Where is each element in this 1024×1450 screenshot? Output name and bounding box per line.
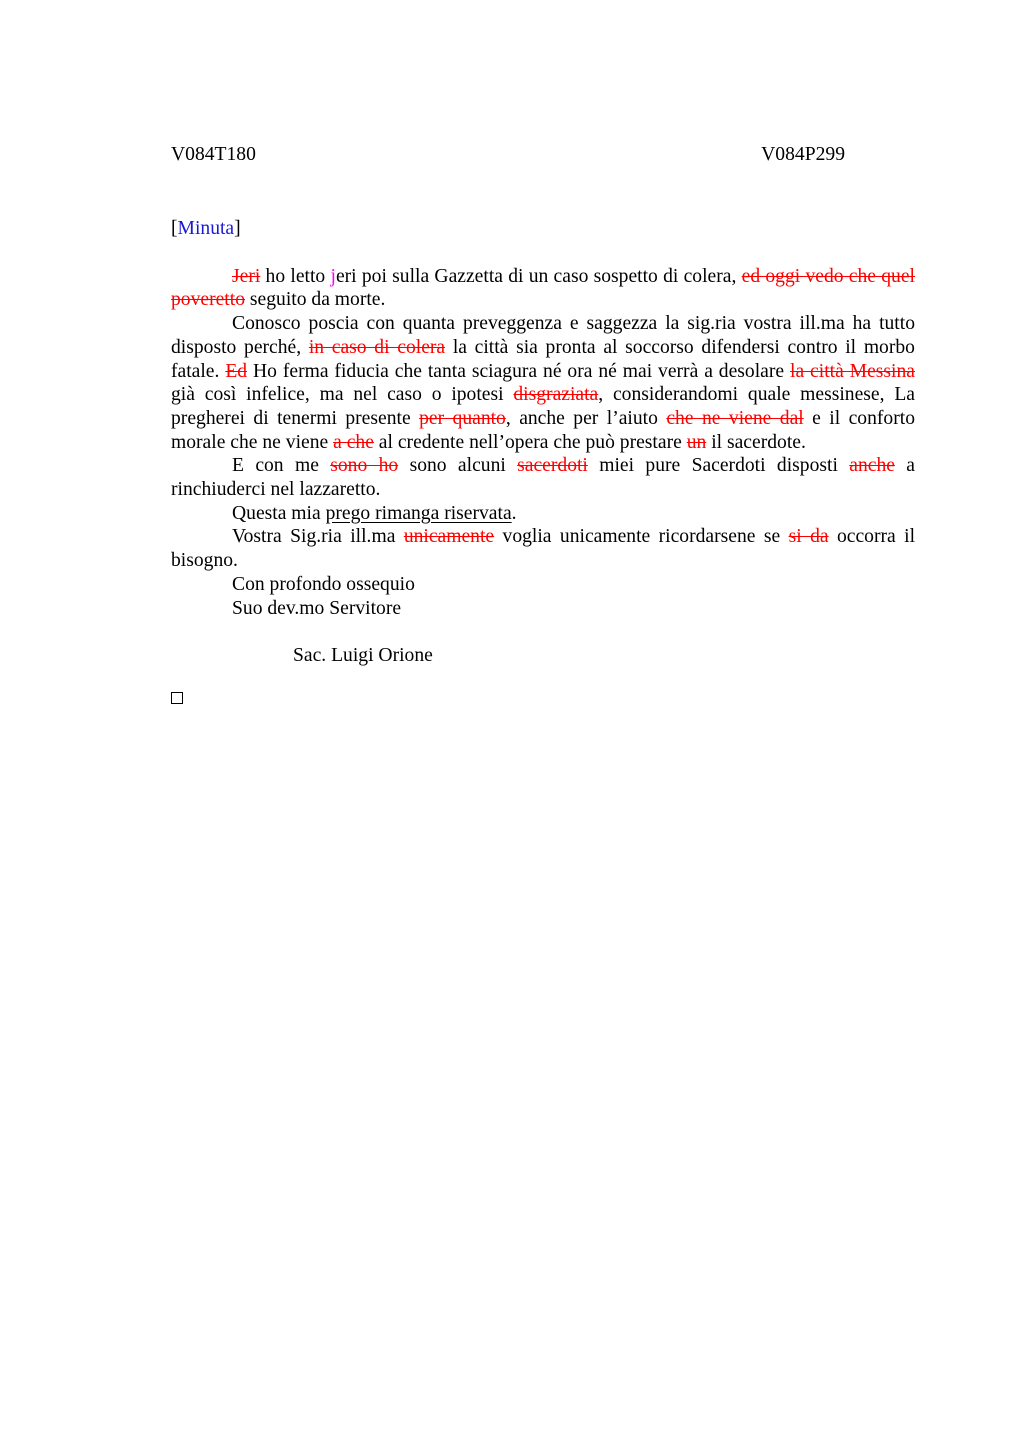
paragraph-text: al credente nell’opera che può prestare bbox=[373, 431, 687, 453]
paragraph-text: sono alcuni bbox=[398, 455, 518, 477]
deleted-text: per quanto bbox=[419, 407, 506, 429]
paragraph-text: Conosco poscia con quanta preveggenza e saggezza la sig.ria vostra ill.ma ha tutto disposto perché, bbox=[171, 313, 915, 358]
paragraph-text: Questa mia bbox=[232, 502, 326, 524]
paragraph-text: occorra il bisogno. bbox=[171, 526, 916, 572]
paragraph-text: la città sia pronta al soccorso difendersi contro il morbo fatale. bbox=[171, 336, 915, 382]
paragraph-text: Vostra Sig.ria ill.ma bbox=[232, 526, 404, 548]
deleted-text: in caso di colera bbox=[308, 336, 446, 358]
deleted-text: unicamente bbox=[403, 526, 495, 548]
inserted-text: j bbox=[330, 265, 336, 287]
paragraph-1 bbox=[171, 265, 915, 312]
document-page bbox=[171, 143, 915, 704]
paragraph-text: , considerandomi quale messinese, La pregherei di tenermi presente bbox=[171, 384, 915, 429]
deleted-text: sono ho bbox=[330, 455, 399, 477]
paragraph-text: seguito da morte. bbox=[245, 289, 386, 311]
closing-servant-line: Suo dev.mo Servitore bbox=[232, 597, 402, 619]
header-right-code: V084P299 bbox=[761, 144, 845, 165]
paragraph-text: Ho ferma fiducia che tanta sciagura né ora né mai verrà a desolare bbox=[247, 360, 790, 382]
paragraph-text: , anche per l’aiuto bbox=[505, 407, 667, 429]
paragraph-text: il sacerdote. bbox=[706, 431, 806, 453]
paragraph-text: miei pure Sacerdoti disposti bbox=[587, 455, 850, 477]
deleted-text: a che bbox=[333, 431, 374, 453]
label-minuta: Minuta bbox=[177, 218, 235, 239]
letter-body bbox=[171, 265, 915, 704]
empty-square-icon bbox=[171, 692, 183, 704]
deleted-text: anche bbox=[849, 455, 895, 477]
paragraph-3 bbox=[171, 454, 915, 501]
deleted-text: Jeri bbox=[232, 265, 261, 287]
paragraph-text: a rinchiuderci nel lazzaretto. bbox=[171, 455, 915, 501]
deleted-text: si da bbox=[788, 526, 829, 548]
paragraph-text: e il conforto morale che ne viene bbox=[171, 407, 915, 453]
label-close-bracket: ] bbox=[234, 218, 241, 239]
label-open-bracket: [ bbox=[171, 218, 178, 239]
paragraph-text: . bbox=[511, 502, 517, 524]
signature: Sac. Luigi Orione bbox=[293, 645, 433, 667]
closing-salutation: Con profondo ossequio bbox=[232, 573, 415, 595]
deleted-text: Ed bbox=[225, 360, 248, 382]
deleted-text: disgraziata bbox=[513, 384, 599, 406]
deleted-text: ed oggi vedo che quel poveretto bbox=[171, 265, 915, 311]
paragraph-2 bbox=[171, 312, 915, 454]
paragraph-5 bbox=[171, 525, 915, 572]
underlined-text: prego rimanga riservata bbox=[325, 502, 512, 524]
deleted-text: un bbox=[686, 431, 707, 453]
paragraph-text: voglia unicamente ricordarsene se bbox=[494, 526, 789, 548]
paragraph-text: E con me bbox=[232, 455, 331, 477]
document-header bbox=[171, 143, 845, 167]
paragraph-text: ho letto bbox=[260, 265, 331, 287]
paragraph-text: eri poi sulla Gazzetta di un caso sospetto di colera, bbox=[335, 265, 742, 287]
deleted-text: sacerdoti bbox=[517, 455, 588, 477]
document-label bbox=[171, 217, 915, 241]
deleted-text: che ne viene dal bbox=[666, 407, 804, 429]
header-left-code: V084T180 bbox=[171, 144, 256, 165]
paragraph-4 bbox=[171, 502, 915, 526]
deleted-text: la città Messina bbox=[790, 360, 915, 382]
paragraph-text: già così infelice, ma nel caso o ipotesi bbox=[171, 384, 514, 406]
